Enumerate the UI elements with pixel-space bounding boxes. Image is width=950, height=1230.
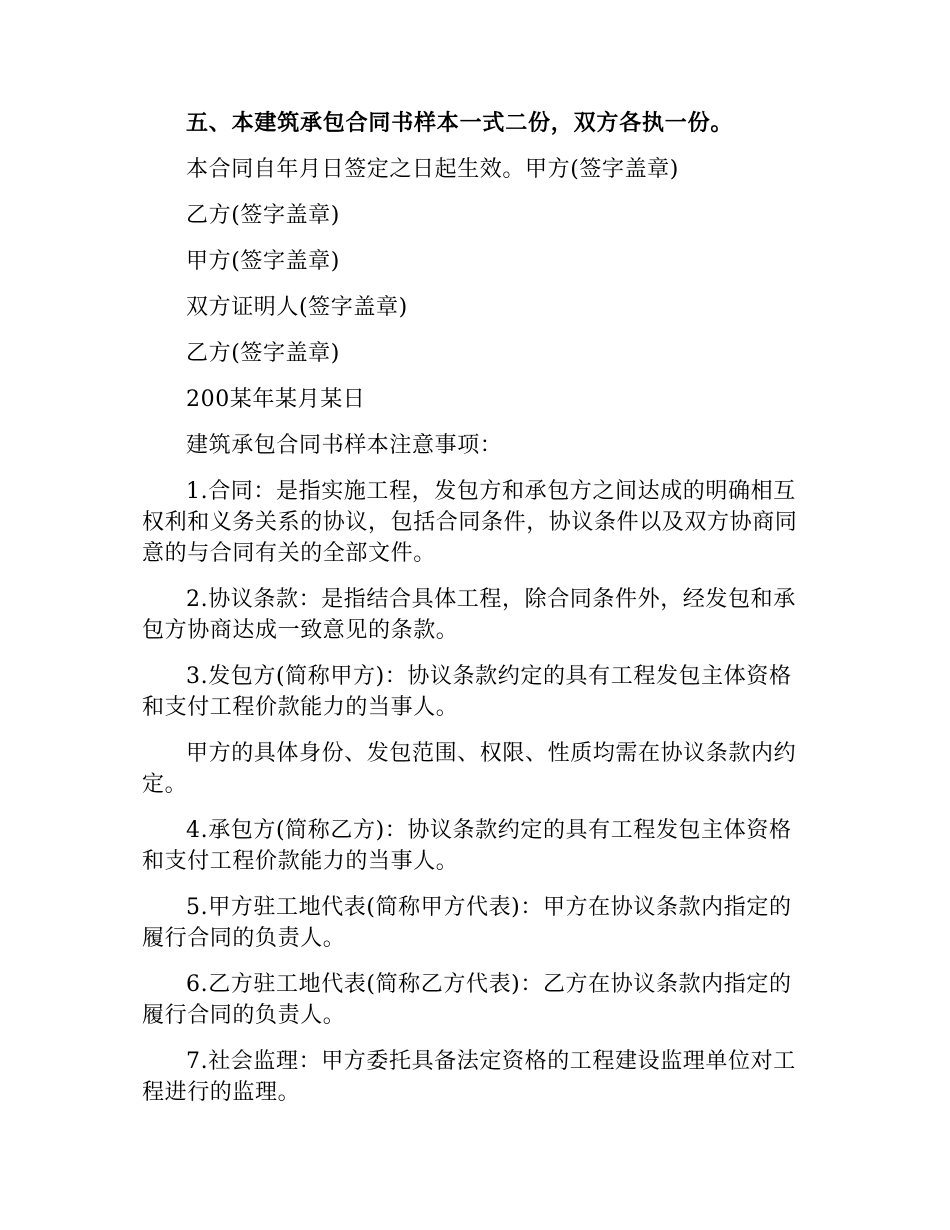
note-item: 6.乙方驻工地代表(简称乙方代表)：乙方在协议条款内指定的履行合同的负责人。 [142,972,792,1028]
signature-line: 甲方(签字盖章) [186,249,340,274]
note-item: 甲方的具体身份、发包范围、权限、性质均需在协议条款内约定。 [142,741,797,797]
note-item: 3.发包方(简称甲方)：协议条款约定的具有工程发包主体资格和支付工程价款能力的当事人。 [142,664,792,720]
signature-line: 乙方(签字盖章) [186,341,340,366]
note-item: 2.协议条款：是指结合具体工程，除合同条件外，经发包和承包方协商达成一致意见的条款。 [142,587,796,643]
document-body [142,108,810,1123]
witness-signature-line: 双方证明人(签字盖章) [186,295,408,320]
note-item: 1.合同：是指实施工程，发包方和承包方之间达成的明确相互权利和义务关系的协议，包括合同条件，协议条件以及双方协商同意的与合同有关的全部文件。 [142,479,798,566]
note-item: 7.社会监理：甲方委托具备法定资格的工程建设监理单位对工程进行的监理。 [142,1049,796,1105]
effective-date-paragraph: 本合同自年月日签定之日起生效。甲方(签字盖章) [186,157,679,182]
note-item: 4.承包方(简称乙方)：协议条款约定的具有工程发包主体资格和支付工程价款能力的当事人。 [142,818,792,874]
signature-line: 乙方(签字盖章) [186,203,340,228]
date-line: 200某年某月某日 [186,387,366,412]
notes-heading: 建筑承包合同书样本注意事项： [186,433,503,458]
note-item: 5.甲方驻工地代表(简称甲方代表)：甲方在协议条款内指定的履行合同的负责人。 [142,895,792,951]
section-heading: 五、本建筑承包合同书样本一式二份，双方各执一份。 [186,110,734,136]
